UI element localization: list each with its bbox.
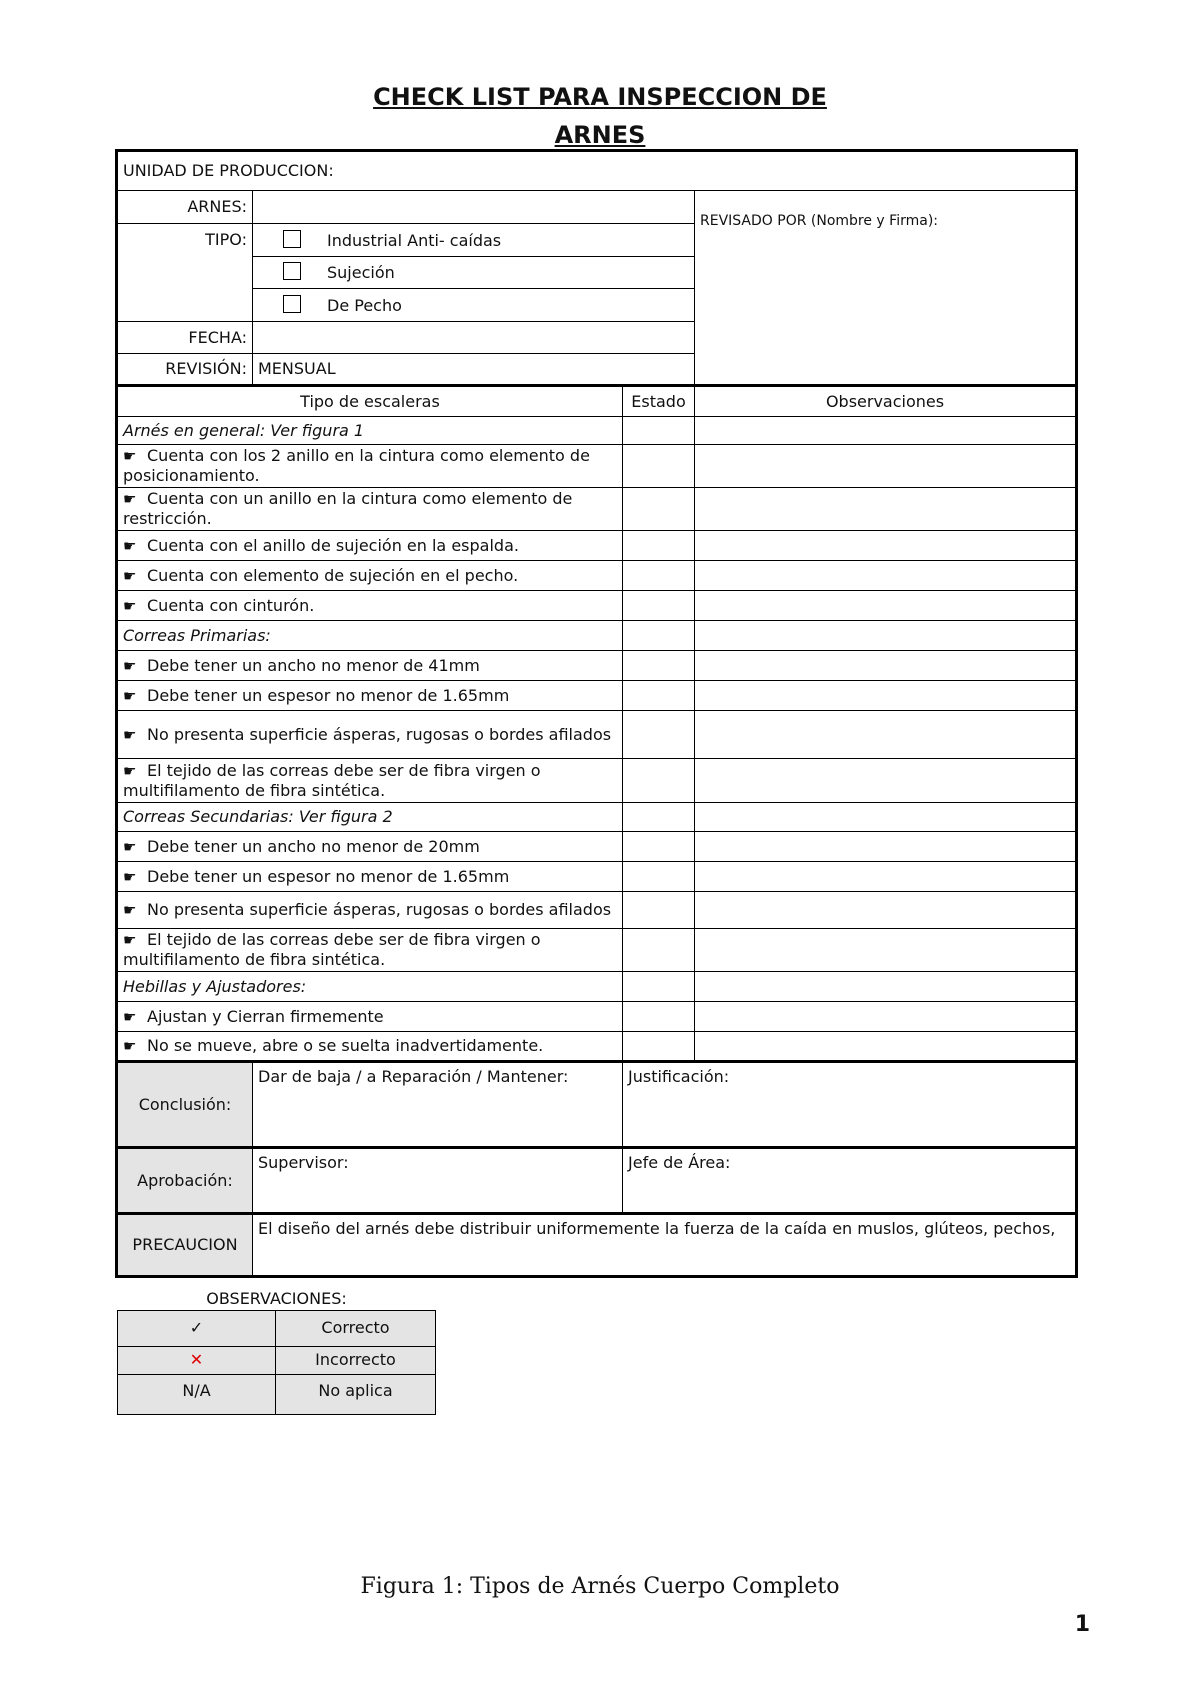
checklist-item xyxy=(117,488,623,531)
checkbox-icon[interactable] xyxy=(283,230,301,248)
hand-point-icon: ☛ xyxy=(123,1037,137,1055)
revision-value: MENSUAL xyxy=(253,354,695,386)
checklist-row xyxy=(117,1032,1077,1062)
page-title xyxy=(0,78,1200,154)
estado-cell[interactable] xyxy=(623,531,695,561)
arnes-field[interactable] xyxy=(253,191,695,224)
estado-cell[interactable] xyxy=(623,1032,695,1062)
legend-table xyxy=(117,1288,436,1415)
checklist-item-text: Ajustan y Cierran firmemente xyxy=(147,1006,384,1026)
estado-cell[interactable] xyxy=(623,929,695,972)
precaucion-row xyxy=(117,1214,1077,1277)
observaciones-cell[interactable] xyxy=(695,681,1077,711)
tipo-option-label: Sujeción xyxy=(327,263,395,282)
estado-cell[interactable] xyxy=(623,1002,695,1032)
inspection-table xyxy=(115,149,1078,1278)
tipo-option-2[interactable] xyxy=(253,257,695,289)
col-observaciones-header: Observaciones xyxy=(695,386,1077,417)
section-label: Correas Primarias: xyxy=(117,621,623,651)
observaciones-cell[interactable] xyxy=(695,561,1077,591)
section-label: Arnés en general: Ver figura 1 xyxy=(117,417,623,445)
section-row xyxy=(117,417,1077,445)
legend-meaning: Correcto xyxy=(276,1310,436,1346)
checklist-row xyxy=(117,1002,1077,1032)
checklist-rows xyxy=(117,417,1077,1062)
checklist-item-text: No presenta superficie ásperas, rugosas o bordes afilados xyxy=(147,724,612,744)
observaciones-cell[interactable] xyxy=(695,1032,1077,1062)
checklist-row xyxy=(117,445,1077,488)
checklist-item-text: Debe tener un espesor no menor de 1.65mm xyxy=(147,866,510,886)
conclusion-row xyxy=(117,1062,1077,1148)
page-number: 1 xyxy=(1074,1612,1090,1637)
title-line-2: ARNES xyxy=(554,121,646,149)
estado-cell[interactable] xyxy=(623,972,695,1002)
hand-point-icon: ☛ xyxy=(123,867,137,886)
estado-cell[interactable] xyxy=(623,591,695,621)
observaciones-cell[interactable] xyxy=(695,929,1077,972)
legend-title: OBSERVACIONES: xyxy=(118,1288,436,1310)
fecha-field[interactable] xyxy=(253,322,695,354)
tipo-option-3[interactable] xyxy=(253,289,695,322)
section-row xyxy=(117,803,1077,832)
aprobacion-label: Aprobación: xyxy=(117,1148,253,1214)
checklist-item xyxy=(117,759,623,803)
checklist-item-text: Cuenta con elemento de sujeción en el pecho. xyxy=(147,565,519,585)
tipo-option-label: De Pecho xyxy=(327,295,402,315)
section-row xyxy=(117,972,1077,1002)
revisado-label: REVISADO POR (Nombre y Firma): xyxy=(700,213,938,229)
section-label: Hebillas y Ajustadores: xyxy=(117,972,623,1002)
checklist-item-text: No se mueve, abre o se suelta inadvertidamente. xyxy=(147,1036,544,1055)
estado-cell[interactable] xyxy=(623,488,695,531)
checklist-item xyxy=(117,1002,623,1032)
hand-point-icon: ☛ xyxy=(123,447,137,465)
estado-cell[interactable] xyxy=(623,681,695,711)
na-symbol: N/A xyxy=(118,1374,276,1414)
observaciones-cell[interactable] xyxy=(695,1002,1077,1032)
supervisor-field[interactable]: Supervisor: xyxy=(253,1148,623,1214)
title-line-1: CHECK LIST PARA INSPECCION DE xyxy=(373,83,827,111)
justificacion-field[interactable]: Justificación: xyxy=(623,1062,1077,1148)
estado-cell[interactable] xyxy=(623,621,695,651)
unidad-row xyxy=(117,151,1077,191)
cross-icon: ✕ xyxy=(118,1346,276,1374)
legend-meaning: Incorrecto xyxy=(276,1346,436,1374)
checklist-item xyxy=(117,892,623,929)
checklist-item xyxy=(117,531,623,561)
estado-cell[interactable] xyxy=(623,711,695,759)
col-tipo-header: Tipo de escaleras xyxy=(117,386,623,417)
hand-point-icon: ☛ xyxy=(123,1007,137,1026)
checkbox-icon[interactable] xyxy=(283,262,301,280)
checklist-item xyxy=(117,832,623,862)
hand-point-icon: ☛ xyxy=(123,656,137,675)
observaciones-cell[interactable] xyxy=(695,862,1077,892)
section-label: Correas Secundarias: Ver figura 2 xyxy=(117,803,623,832)
estado-cell[interactable] xyxy=(623,759,695,803)
observaciones-cell[interactable] xyxy=(695,892,1077,929)
checklist-row xyxy=(117,711,1077,759)
observaciones-cell[interactable] xyxy=(695,803,1077,832)
hand-point-icon: ☛ xyxy=(123,536,137,555)
arnes-row xyxy=(117,191,1077,224)
checklist-item xyxy=(117,561,623,591)
checklist-item-text: Cuenta con cinturón. xyxy=(147,595,315,615)
hand-point-icon: ☛ xyxy=(123,490,137,508)
checklist-item xyxy=(117,1032,623,1062)
checklist-row xyxy=(117,651,1077,681)
checkbox-icon[interactable] xyxy=(283,295,301,313)
jefe-field[interactable]: Jefe de Área: xyxy=(623,1148,1077,1214)
hand-point-icon: ☛ xyxy=(123,725,137,744)
estado-cell[interactable] xyxy=(623,651,695,681)
hand-point-icon: ☛ xyxy=(123,931,137,949)
legend-row xyxy=(118,1310,436,1346)
observaciones-cell[interactable] xyxy=(695,531,1077,561)
column-header-row xyxy=(117,386,1077,417)
hand-point-icon: ☛ xyxy=(123,596,137,615)
unidad-label: UNIDAD DE PRODUCCION: xyxy=(117,151,1077,191)
section-row xyxy=(117,621,1077,651)
observaciones-cell[interactable] xyxy=(695,621,1077,651)
precaucion-text: El diseño del arnés debe distribuir uniformemente la fuerza de la caída en muslos, glúteos, pechos, xyxy=(253,1214,1077,1277)
checklist-item xyxy=(117,711,623,759)
aprobacion-row xyxy=(117,1148,1077,1214)
checklist-row xyxy=(117,681,1077,711)
checklist-row xyxy=(117,862,1077,892)
estado-cell[interactable] xyxy=(623,803,695,832)
hand-point-icon: ☛ xyxy=(123,686,137,705)
estado-cell[interactable] xyxy=(623,417,695,445)
checklist-item-text: Debe tener un ancho no menor de 20mm xyxy=(147,836,480,856)
checklist-item-text: Cuenta con los 2 anillo en la cintura como elemento de posicionamiento. xyxy=(123,446,590,485)
check-icon: ✓ xyxy=(118,1310,276,1346)
legend-meaning: No aplica xyxy=(276,1374,436,1414)
checklist-row xyxy=(117,929,1077,972)
observaciones-cell[interactable] xyxy=(695,972,1077,1002)
checklist-item xyxy=(117,929,623,972)
checklist-item-text: Debe tener un espesor no menor de 1.65mm xyxy=(147,685,510,705)
checklist-item xyxy=(117,445,623,488)
estado-cell[interactable] xyxy=(623,832,695,862)
observaciones-cell[interactable] xyxy=(695,832,1077,862)
revision-label: REVISIÓN: xyxy=(117,354,253,386)
tipo-option-label: Industrial Anti- caídas xyxy=(327,230,502,250)
hand-point-icon: ☛ xyxy=(123,901,137,919)
checklist-row xyxy=(117,832,1077,862)
checklist-row xyxy=(117,759,1077,803)
checklist-item-text: Debe tener un ancho no menor de 41mm xyxy=(147,655,480,675)
observaciones-cell[interactable] xyxy=(695,651,1077,681)
fecha-label: FECHA: xyxy=(117,322,253,354)
observaciones-cell[interactable] xyxy=(695,445,1077,488)
observaciones-cell[interactable] xyxy=(695,417,1077,445)
legend-row xyxy=(118,1346,436,1374)
checklist-row xyxy=(117,561,1077,591)
hand-point-icon: ☛ xyxy=(123,566,137,585)
estado-cell[interactable] xyxy=(623,445,695,488)
checklist-item-text: El tejido de las correas debe ser de fibra virgen o multifilamento de fibra sintética. xyxy=(123,930,541,969)
arnes-label: ARNES: xyxy=(117,191,253,224)
revisado-cell[interactable] xyxy=(695,191,1077,386)
tipo-label: TIPO: xyxy=(117,224,253,322)
checklist-item-text: Cuenta con el anillo de sujeción en la espalda. xyxy=(147,535,519,555)
observaciones-cell[interactable] xyxy=(695,591,1077,621)
checklist-item xyxy=(117,651,623,681)
checklist-item xyxy=(117,681,623,711)
checklist-row xyxy=(117,488,1077,531)
col-estado-header: Estado xyxy=(623,386,695,417)
checklist-item-text: No presenta superficie ásperas, rugosas o bordes afilados xyxy=(147,900,612,919)
estado-cell[interactable] xyxy=(623,561,695,591)
observaciones-cell[interactable] xyxy=(695,488,1077,531)
observaciones-cell[interactable] xyxy=(695,759,1077,803)
checklist-item xyxy=(117,862,623,892)
legend-row xyxy=(118,1374,436,1414)
estado-cell[interactable] xyxy=(623,862,695,892)
precaucion-label: PRECAUCION xyxy=(117,1214,253,1277)
checklist-row xyxy=(117,531,1077,561)
hand-point-icon: ☛ xyxy=(123,837,137,856)
checklist-item xyxy=(117,591,623,621)
figure-caption: Figura 1: Tipos de Arnés Cuerpo Completo xyxy=(360,1574,840,1599)
legend-title-row xyxy=(118,1288,436,1310)
conclusion-field[interactable]: Dar de baja / a Reparación / Mantener: xyxy=(253,1062,623,1148)
observaciones-cell[interactable] xyxy=(695,711,1077,759)
conclusion-label: Conclusión: xyxy=(117,1062,253,1148)
checklist-row xyxy=(117,591,1077,621)
estado-cell[interactable] xyxy=(623,892,695,929)
checklist-item-text: Cuenta con un anillo en la cintura como elemento de restricción. xyxy=(123,489,573,528)
hand-point-icon: ☛ xyxy=(123,761,137,780)
checklist-item-text: El tejido de las correas debe ser de fibra virgen o multifilamento de fibra sintética. xyxy=(123,760,541,800)
checklist-row xyxy=(117,892,1077,929)
tipo-option-1[interactable] xyxy=(253,224,695,257)
